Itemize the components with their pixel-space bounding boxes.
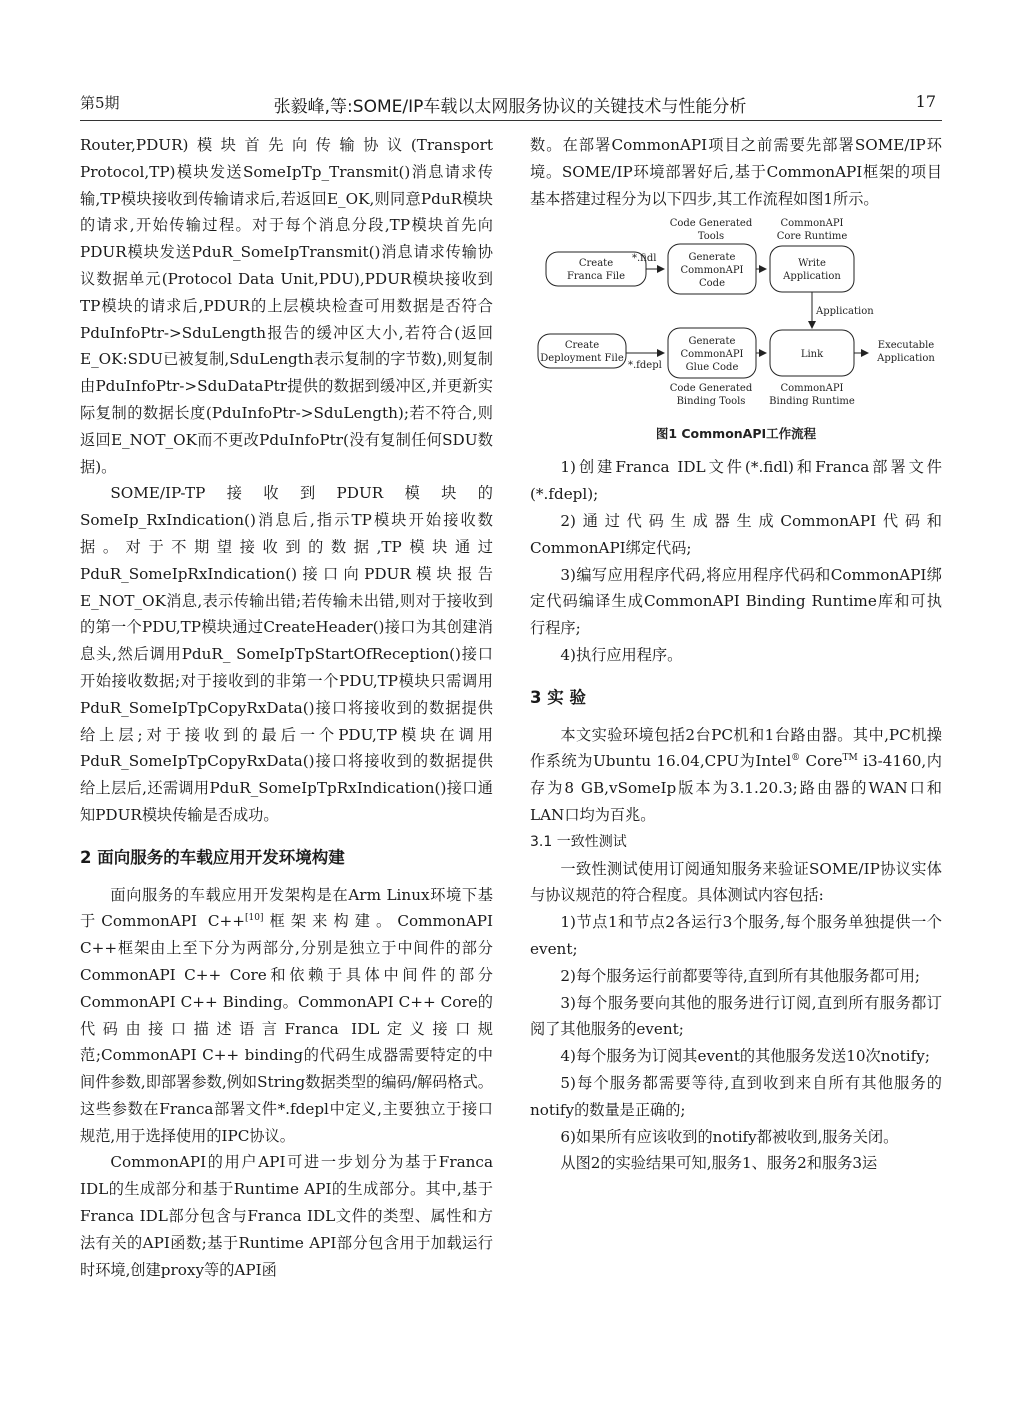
subsection-heading: 3.1 一致性测试 — [530, 833, 627, 850]
binding-runtime-l1: CommonAPI — [780, 383, 844, 395]
create-deploy-l1: Create — [564, 340, 600, 352]
text-span: 本文实验环境包括2台PC机和1台路由器。其中,PC机操作系统为Ubuntu 16.04,CPU为Intel — [530, 725, 942, 771]
text-span: i3-4160,内存为8 GB,vSomeIp版本为3.1.20.3;路由器的WAN口和LAN口均为百兆。 — [530, 752, 942, 824]
code-gen-tools-l1: Code Generated — [669, 218, 753, 230]
section-heading: 3 实 验 — [530, 687, 586, 707]
gen-glue-l2: CommonAPI — [680, 349, 744, 361]
application-label: Application — [816, 306, 874, 318]
test-item-3: 3)每个服务要向其他的服务进行订阅,直到所有服务都订阅了其他服务的event; — [530, 993, 942, 1039]
journal-issue: 第5期 — [80, 94, 120, 112]
exec-app-l1: Executable — [877, 340, 935, 352]
test-item-2: 2)每个服务运行前都要等待,直到所有其他服务都可用; — [560, 966, 921, 985]
text-span: Core — [800, 752, 843, 771]
gen-code-l2: CommonAPI — [680, 265, 744, 277]
test-item-4: 4)每个服务为订阅其event的其他服务发送10次notify; — [560, 1047, 930, 1066]
citation: [10] — [244, 913, 264, 924]
create-deploy-l2: Deployment File — [540, 353, 624, 365]
page-number: 17 — [915, 92, 936, 111]
create-franca-l1: Create — [578, 258, 614, 270]
step-3: 3)编写应用程序代码,将应用程序代码和CommonAPI绑定代码编译生成CommonAPI Binding Runtime库和可执行程序; — [530, 565, 942, 638]
test-item-6: 6)如果所有应该收到的notify都被收到,服务关闭。 — [560, 1127, 899, 1146]
fidl-label: *.fidl — [632, 253, 657, 265]
paragraph: SOME/IP-TP接收到PDUR模块的SomeIp_RxIndication()消息后,指示TP模块开始接收数据。对于不期望接收到的数据,TP模块通过PduR_SomeIpRxIndication()接口向PDUR模块报告E_NOT_OK消息,表示传输出错;若传输未出错,则对于接收到的第一个PDU,TP模块通过CreateHeader()接口为其创建消息头,然后调用PduR_ SomeIpTpStartOfReception()接口开始接收数据;对于接收到的非第一个PDU,TP模块只需调用PduR_SomeIpTpCopyRxData()接口将接收到的数据提供给上层;对于接收到的最后一个PDU,TP模块在调用PduR_SomeIpTpCopyRxData()接口将接收到的数据提供给上层后,还需调用PduR_SomeIpTpRxIndication()接口通知PDUR模块传输是否成功。 — [80, 484, 493, 824]
step-2: 2)通过代码生成器生成CommonAPI代码和CommonAPI绑定代码; — [530, 511, 942, 557]
paragraph: Router,PDUR)模块首先向传输协议(Transport Protocol,TP)模块发送SomeIpTp_Transmit()消息请求传输,TP模块接收到传输请求后,若返回E_OK,则同意PduR模块的请求,开始传输过程。对于每个消息分段,TP模块首先向PDUR模块发送PduR_SomeIpTransmit()消息请求传输协议数据单元(Protocol Data Unit,PDU),PDUR模块接收到TP模块的请求后,PDUR的上层模块检查可用数据是否符合PduInfoPtr->SduLength报告的缓冲区大小,若符合(返回E_OK:SDU已被复制,SduLength表示复制的字节数),则复制由PduInfoPtr->SduDataPtr提供的数据到缓冲区,并更新实际复制的数据长度(PduInfoPtr->SduLength);若不符合,则返回E_NOT_OK而不更改PduInfoPtr(没有复制任何SDU数据)。 — [80, 136, 493, 476]
paragraph: CommonAPI的用户API可进一步划分为基于Franca IDL的生成部分和基于Runtime API的生成部分。其中,基于Franca IDL部分包含与Franca IDL文件的类型、属性和方法有关的API函数;基于Runtime API部分包含用于加载运行时环境,创建proxy等的API函 — [80, 1153, 493, 1279]
create-franca-l2: Franca File — [566, 271, 626, 283]
exec-app-l2: Application — [877, 353, 935, 365]
box-write-app — [770, 246, 854, 292]
paragraph: 数。在部署CommonAPI项目之前需要先部署SOME/IP环境。SOME/IP环境部署好后,基于CommonAPI框架的项目基本搭建过程分为以下四步,其工作流程如图1所示。 — [530, 136, 942, 208]
gen-glue-l3: Glue Code — [685, 362, 739, 374]
figure-caption: 图1 CommonAPI工作流程 — [655, 426, 817, 442]
gen-code-l1: Generate — [688, 252, 736, 264]
link-label: Link — [800, 349, 824, 361]
gen-glue-l1: Generate — [688, 336, 736, 348]
paragraph: 一致性测试使用订阅通知服务来验证SOME/IP协议实体与协议规范的符合程度。具体测试内容包括: — [530, 859, 942, 905]
gen-code-l3: Code — [699, 278, 725, 290]
binding-runtime-l2: Binding Runtime — [769, 396, 855, 408]
header-rule — [80, 120, 942, 121]
core-runtime-l1: CommonAPI — [780, 218, 844, 230]
binding-tools-l2: Binding Tools — [676, 396, 746, 408]
fdepl-label: *.fdepl — [628, 360, 662, 372]
right-column — [530, 132, 942, 1177]
test-item-5: 5)每个服务都需要等待,直到收到来自所有其他服务的notify的数量是正确的; — [530, 1073, 942, 1119]
left-column — [80, 132, 493, 1283]
registered-mark: ® — [791, 753, 801, 764]
write-app-l2: Application — [783, 271, 841, 283]
paragraph: 从图2的实验结果可知,服务1、服务2和服务3运 — [560, 1154, 878, 1173]
test-item-1: 1)节点1和节点2各运行3个服务,每个服务单独提供一个event; — [530, 913, 942, 958]
trademark: TM — [842, 753, 858, 764]
write-app-l1: Write — [798, 258, 826, 270]
step-1: 1)创建Franca IDL文件(*.fidl)和Franca部署文件(*.fdepl); — [530, 458, 942, 504]
section-heading: 2 面向服务的车载应用开发环境构建 — [80, 847, 345, 867]
paragraph — [80, 882, 493, 1150]
core-runtime-l2: Core Runtime — [776, 231, 848, 243]
workflow-diagram — [530, 216, 942, 448]
text-span: 面向服务的车载应用开发架构是在Arm Linux环境下基于CommonAPI C++ — [80, 885, 493, 931]
text-span: 框架来构建。CommonAPI C++框架由上至下分为两部分,分别是独立于中间件的部分CommonAPI C++ Core和依赖于具体中间件的部分CommonAPI C++ Binding。CommonAPI C++ Core的代码由接口描述语言Franca IDL定义接口规范;CommonAPI C++ binding的代码生成器需要特定的中间件参数,即部署参数,例如String数据类型的编码/解码格式。这些参数在Franca部署文件*.fdepl中定义,主要独立于接口规范,用于选择使用的IPC协议。 — [80, 912, 494, 1145]
top-labels — [670, 218, 848, 242]
binding-tools-l1: Code Generated — [669, 383, 753, 395]
step-4: 4)执行应用程序。 — [560, 645, 683, 664]
figure-commonapi-workflow — [530, 216, 942, 448]
code-gen-tools-l2: Tools — [697, 231, 725, 243]
running-title: 张毅峰,等:SOME/IP车载以太网服务协议的关键技术与性能分析 — [273, 97, 747, 117]
paragraph — [530, 722, 942, 829]
